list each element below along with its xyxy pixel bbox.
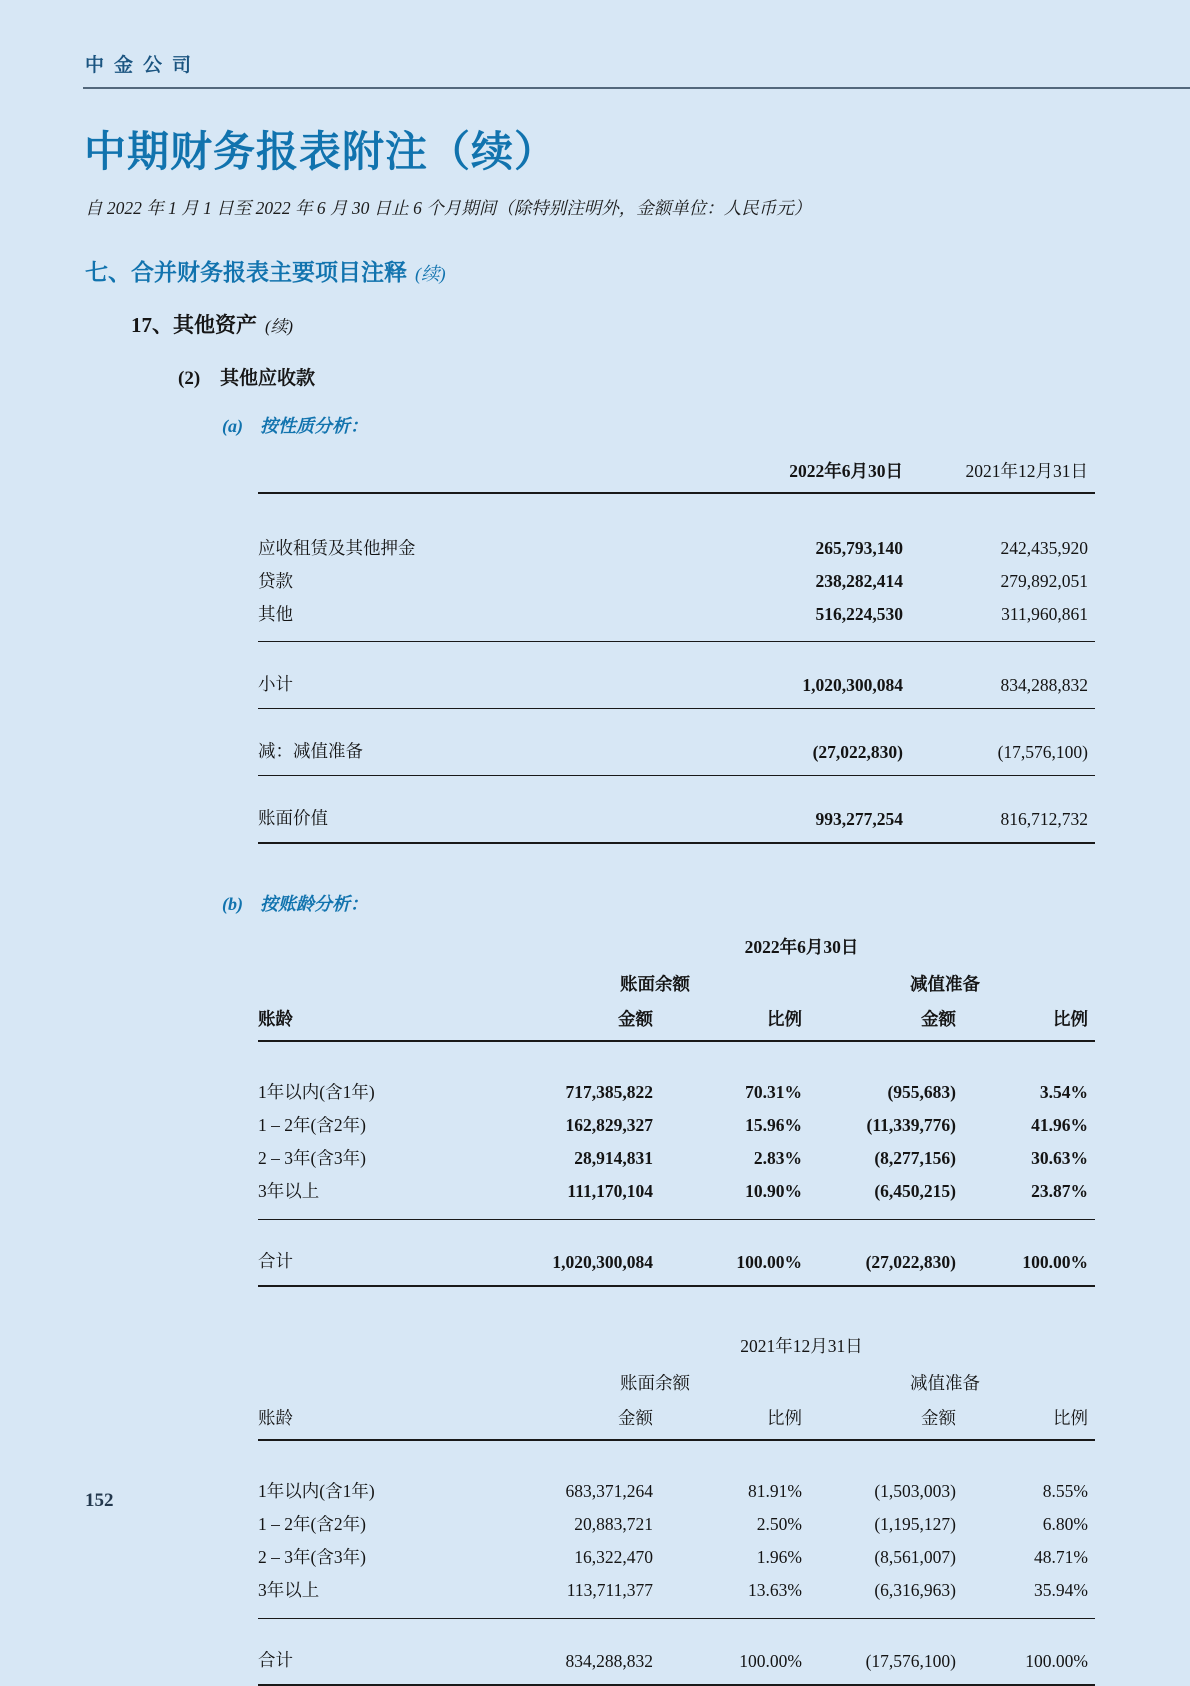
row-label: 合计 (258, 1650, 293, 1670)
section3-text: 其他应收款 (220, 368, 316, 389)
ratio-cell: 70.31% (745, 1082, 802, 1102)
impairment-block (258, 709, 1095, 776)
ratio-cell: 15.96% (745, 1115, 802, 1135)
section1-continued-suffix: (续) (415, 264, 446, 284)
ratio-cell: 8.55% (1042, 1481, 1088, 1501)
row-label: 贷款 (258, 571, 293, 591)
row-label: 1 – 2年(含2年) (258, 1115, 366, 1135)
amount-cell: 113,711,377 (566, 1580, 653, 1600)
ratio-cell: 35.94% (1034, 1580, 1088, 1600)
amount-cell: (6,316,963) (874, 1580, 956, 1600)
carrying-value-row (258, 805, 1095, 830)
column-header-aging: 账龄 (258, 1009, 293, 1029)
amount-2021: (17,576,100) (997, 742, 1088, 762)
column-header-amount: 金额 (618, 1408, 653, 1428)
aging-table-2021 (258, 1333, 1095, 1686)
amount-2022: (27,022,830) (812, 742, 903, 762)
table-row (258, 1109, 1095, 1142)
company-brand: 中金公司 (85, 55, 202, 76)
ratio-cell: 10.90% (745, 1181, 802, 1201)
total-block (258, 1220, 1095, 1287)
page-subtitle: 自 2022 年 1 月 1 日至 2022 年 6 月 30 日止 6 个月期间（除特别注明外，金额单位：人民币元） (85, 198, 812, 218)
section-heading-nature (222, 412, 1190, 438)
table-row (258, 565, 1095, 598)
ratio-cell: 41.96% (1031, 1115, 1088, 1135)
section2-continued-suffix: (续) (265, 317, 293, 336)
table-row (258, 1508, 1095, 1541)
group-header-gross: 账面余额 (620, 1373, 690, 1393)
amount-cell: (17,576,100) (865, 1651, 956, 1671)
table-header-row (258, 458, 1095, 494)
amount-cell: (6,450,215) (874, 1181, 956, 1201)
total-row (258, 1647, 1095, 1672)
amount-2021: 834,288,832 (1000, 675, 1088, 695)
amount-2021: 311,960,861 (1001, 604, 1088, 624)
section4b-text: 按账龄分析： (260, 894, 368, 914)
section2-text: 17、其他资产 (131, 313, 257, 337)
amount-cell: (1,503,003) (874, 1481, 956, 1501)
ratio-cell: 100.00% (736, 1252, 802, 1272)
ratio-cell: 6.80% (1042, 1514, 1088, 1534)
ratio-cell: 48.71% (1034, 1547, 1088, 1567)
group-header-gross: 账面余额 (620, 974, 690, 994)
column-header-aging: 账龄 (258, 1408, 293, 1428)
ratio-cell: 30.63% (1031, 1148, 1088, 1168)
ratio-cell: 3.54% (1039, 1082, 1088, 1102)
table-row (258, 1541, 1095, 1574)
section3-index: (2) (178, 368, 201, 389)
row-label: 3年以上 (258, 1580, 320, 1600)
table-row (258, 1076, 1095, 1109)
row-label: 3年以上 (258, 1181, 320, 1201)
total-row (258, 1248, 1095, 1273)
table-row (258, 532, 1095, 565)
amount-cell: 20,883,721 (574, 1514, 653, 1534)
group-header-row (258, 1370, 1095, 1395)
section4a-text: 按性质分析： (260, 416, 368, 436)
ratio-cell: 100.00% (1025, 1651, 1088, 1671)
amount-cell: 162,829,327 (565, 1115, 653, 1135)
table-row (258, 1175, 1095, 1208)
row-label: 减：减值准备 (258, 741, 363, 761)
amount-2022: 993,277,254 (815, 809, 903, 829)
amount-cell: 717,385,822 (565, 1082, 653, 1102)
amount-2021: 279,892,051 (1000, 571, 1088, 591)
ratio-cell: 100.00% (1022, 1252, 1088, 1272)
page-number: 152 (85, 1490, 114, 1511)
table-row (258, 1475, 1095, 1508)
section4a-index: (a) (222, 416, 243, 436)
group-header-impairment: 减值准备 (910, 974, 980, 994)
ratio-cell: 1.96% (756, 1547, 802, 1567)
row-label: 合计 (258, 1251, 293, 1271)
table-body (258, 494, 1095, 642)
ratio-cell: 100.00% (739, 1651, 802, 1671)
amount-cell: (8,561,007) (874, 1547, 956, 1567)
column-header-row (258, 1006, 1095, 1042)
ratio-cell: 81.91% (748, 1481, 802, 1501)
row-label: 1年以内(含1年) (258, 1481, 375, 1501)
column-header-row (258, 1405, 1095, 1441)
amount-2021: 816,712,732 (1000, 809, 1088, 829)
amount-cell: (1,195,127) (874, 1514, 956, 1534)
subtotal-row (258, 671, 1095, 696)
header-divider (83, 87, 1190, 89)
row-label: 2 – 3年(含3年) (258, 1148, 366, 1168)
table-date-header: 2022年6月30日 (744, 937, 859, 957)
column-header-amount: 金额 (921, 1408, 956, 1428)
group-header-impairment: 减值准备 (910, 1373, 980, 1393)
section-heading-aging (222, 890, 1190, 916)
section1-text: 七、合并财务报表主要项目注释 (85, 260, 407, 285)
row-label: 2 – 3年(含3年) (258, 1547, 366, 1567)
amount-cell: 1,020,300,084 (552, 1252, 653, 1272)
amount-2022: 238,282,414 (815, 571, 903, 591)
ratio-cell: 2.50% (756, 1514, 802, 1534)
subtotal-block (258, 642, 1095, 709)
table-row (258, 598, 1095, 631)
row-label: 其他 (258, 604, 293, 624)
section-heading-level2 (131, 309, 1190, 339)
column-header-ratio: 比例 (767, 1408, 802, 1428)
table-body (258, 1042, 1095, 1220)
ratio-cell: 13.63% (748, 1580, 802, 1600)
ratio-cell: 2.83% (753, 1148, 802, 1168)
impairment-row (258, 738, 1095, 763)
ratio-cell: 23.87% (1031, 1181, 1088, 1201)
column-header-2022: 2022年6月30日 (789, 461, 903, 481)
row-label: 账面价值 (258, 808, 328, 828)
amount-2022: 265,793,140 (815, 538, 903, 558)
column-header-amount: 金额 (921, 1009, 956, 1029)
amount-cell: 111,170,104 (567, 1181, 653, 1201)
table-body (258, 1441, 1095, 1619)
row-label: 1年以内(含1年) (258, 1082, 375, 1102)
amount-cell: 16,322,470 (574, 1547, 653, 1567)
table-date-header: 2021年12月31日 (740, 1336, 863, 1356)
amount-cell: 683,371,264 (565, 1481, 653, 1501)
amount-2022: 1,020,300,084 (802, 675, 903, 695)
column-header-ratio: 比例 (1053, 1009, 1088, 1029)
page-title: 中期财务报表附注（续） (84, 130, 558, 176)
column-header-2021: 2021年12月31日 (965, 461, 1088, 481)
amount-cell: 28,914,831 (574, 1148, 653, 1168)
amount-cell: (27,022,830) (865, 1252, 956, 1272)
amount-cell: (11,339,776) (866, 1115, 956, 1135)
group-header-row (258, 971, 1095, 996)
amount-cell: 834,288,832 (565, 1651, 653, 1671)
aging-table-2022 (258, 934, 1095, 1287)
carrying-value-block (258, 776, 1095, 844)
amount-2021: 242,435,920 (1000, 538, 1088, 558)
amount-cell: (955,683) (887, 1082, 956, 1102)
section4b-index: (b) (222, 894, 243, 914)
column-header-ratio: 比例 (1053, 1408, 1088, 1428)
row-label: 小计 (258, 674, 293, 694)
row-label: 1 – 2年(含2年) (258, 1514, 366, 1534)
table-row (258, 1574, 1095, 1607)
section-heading-level3 (178, 363, 1190, 390)
amount-2022: 516,224,530 (815, 604, 903, 624)
row-label: 应收租赁及其他押金 (258, 538, 416, 558)
column-header-amount: 金额 (618, 1009, 653, 1029)
column-header-ratio: 比例 (767, 1009, 802, 1029)
table-row (258, 1142, 1095, 1175)
nature-analysis-table (258, 458, 1095, 844)
section-heading-level1 (85, 254, 1190, 287)
total-block (258, 1619, 1095, 1686)
amount-cell: (8,277,156) (874, 1148, 956, 1168)
